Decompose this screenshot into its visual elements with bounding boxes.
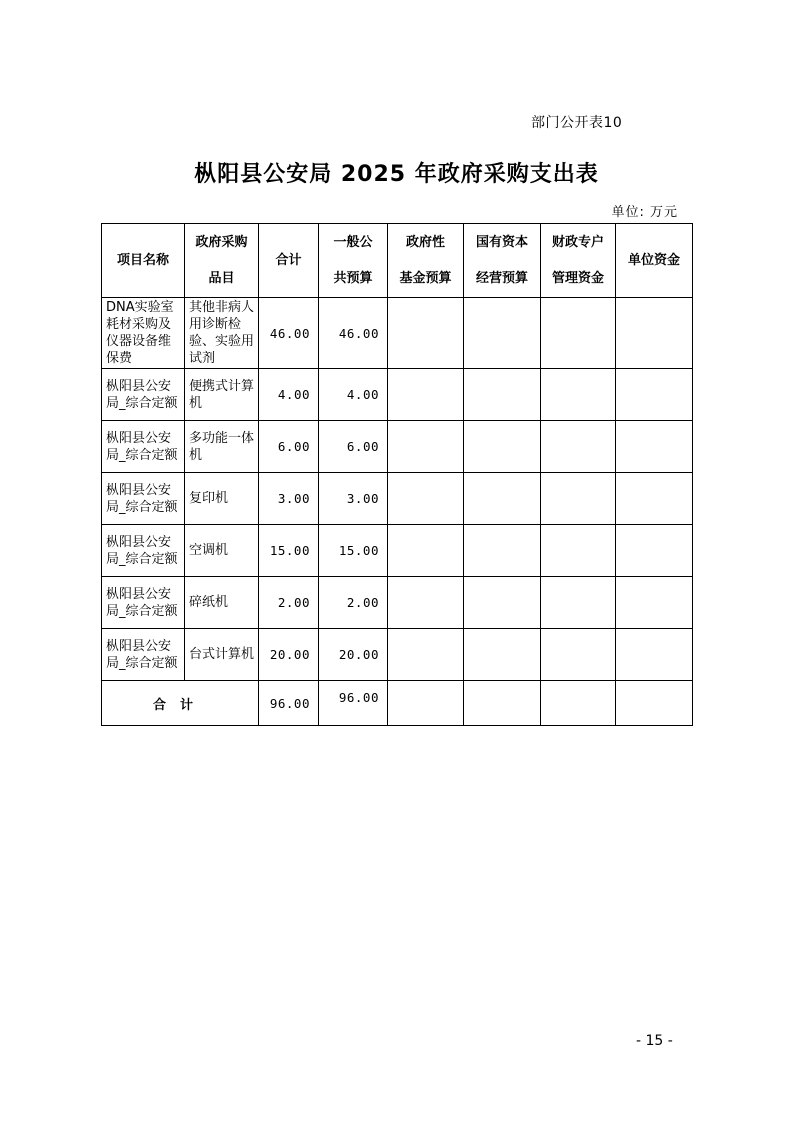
cell-unit-funds xyxy=(616,421,693,473)
form-number: 部门公开表10 xyxy=(531,115,623,131)
header-special-account xyxy=(541,224,616,298)
cell-special-account xyxy=(541,298,616,369)
cell-gov-fund xyxy=(388,473,464,525)
cell-special-account xyxy=(541,525,616,577)
cell-procurement-item: 空调机 xyxy=(185,525,259,577)
header-total: 合计 xyxy=(259,224,319,298)
cell-gov-fund xyxy=(388,525,464,577)
cell-unit-funds xyxy=(616,577,693,629)
table-row xyxy=(102,421,693,473)
cell-project-name: 枞阳县公安局_综合定额 xyxy=(102,525,185,577)
cell-total: 20.00 xyxy=(259,629,319,681)
header-procurement-item xyxy=(185,224,259,298)
cell-procurement-item: 便携式计算机 xyxy=(185,369,259,421)
cell-special-account xyxy=(541,421,616,473)
cell-state-capital xyxy=(464,629,541,681)
cell-total: 4.00 xyxy=(259,369,319,421)
header-procurement-item-line2: 品目 xyxy=(208,270,235,286)
cell-unit-funds xyxy=(616,369,693,421)
cell-gov-fund xyxy=(388,298,464,369)
cell-unit-funds xyxy=(616,629,693,681)
header-special-account-line1: 财政专户 xyxy=(551,234,604,250)
header-general-budget xyxy=(319,224,388,298)
cell-procurement-item: 多功能一体机 xyxy=(185,421,259,473)
cell-total: 3.00 xyxy=(259,473,319,525)
cell-project-name: 枞阳县公安局_综合定额 xyxy=(102,421,185,473)
cell-procurement-item: 台式计算机 xyxy=(185,629,259,681)
cell-state-capital xyxy=(464,369,541,421)
cell-general-budget: 3.00 xyxy=(319,473,388,525)
header-gov-fund-line1: 政府性 xyxy=(405,234,445,250)
total-gov-fund xyxy=(388,681,464,726)
cell-total: 2.00 xyxy=(259,577,319,629)
cell-procurement-item: 碎纸机 xyxy=(185,577,259,629)
table-row xyxy=(102,577,693,629)
cell-state-capital xyxy=(464,577,541,629)
header-state-capital-line2: 经营预算 xyxy=(475,270,528,286)
total-unit-funds xyxy=(616,681,693,726)
cell-special-account xyxy=(541,629,616,681)
cell-project-name: DNA实验室耗材采购及仪器设备维保费 xyxy=(102,298,185,369)
header-unit-funds: 单位资金 xyxy=(616,224,693,298)
cell-project-name: 枞阳县公安局_综合定额 xyxy=(102,577,185,629)
table-row xyxy=(102,629,693,681)
cell-special-account xyxy=(541,369,616,421)
table-row xyxy=(102,473,693,525)
cell-project-name: 枞阳县公安局_综合定额 xyxy=(102,629,185,681)
cell-procurement-item: 其他非病人用诊断检验、实验用试剂 xyxy=(185,298,259,369)
cell-state-capital xyxy=(464,525,541,577)
total-label: 合计 xyxy=(102,681,259,726)
total-sum: 96.00 xyxy=(259,681,319,726)
cell-project-name: 枞阳县公安局_综合定额 xyxy=(102,473,185,525)
page-title: 枞阳县公安局 2025 年政府采购支出表 xyxy=(194,162,599,187)
cell-gov-fund xyxy=(388,629,464,681)
header-general-budget-line2: 共预算 xyxy=(333,270,373,286)
cell-state-capital xyxy=(464,473,541,525)
cell-special-account xyxy=(541,473,616,525)
header-special-account-line2: 管理资金 xyxy=(551,270,604,286)
cell-state-capital xyxy=(464,298,541,369)
total-state-capital xyxy=(464,681,541,726)
cell-gov-fund xyxy=(388,369,464,421)
cell-general-budget: 20.00 xyxy=(319,629,388,681)
total-row xyxy=(102,681,693,726)
header-state-capital xyxy=(464,224,541,298)
cell-general-budget: 4.00 xyxy=(319,369,388,421)
header-project-name: 项目名称 xyxy=(102,224,185,298)
cell-total: 6.00 xyxy=(259,421,319,473)
header-state-capital-line1: 国有资本 xyxy=(475,234,528,250)
cell-state-capital xyxy=(464,421,541,473)
table-row xyxy=(102,525,693,577)
cell-gov-fund xyxy=(388,421,464,473)
header-gov-fund-line2: 基金预算 xyxy=(399,270,452,286)
cell-total: 46.00 xyxy=(259,298,319,369)
header-procurement-item-line1: 政府采购 xyxy=(195,234,248,250)
header-row xyxy=(102,224,693,298)
page-number: - 15 - xyxy=(636,1033,673,1049)
unit-label: 单位: 万元 xyxy=(611,205,678,220)
cell-procurement-item: 复印机 xyxy=(185,473,259,525)
cell-general-budget: 15.00 xyxy=(319,525,388,577)
header-general-budget-line1: 一般公 xyxy=(333,234,373,250)
cell-general-budget: 46.00 xyxy=(319,298,388,369)
cell-total: 15.00 xyxy=(259,525,319,577)
cell-special-account xyxy=(541,577,616,629)
cell-general-budget: 2.00 xyxy=(319,577,388,629)
cell-unit-funds xyxy=(616,298,693,369)
cell-project-name: 枞阳县公安局_综合定额 xyxy=(102,369,185,421)
table-row xyxy=(102,298,693,369)
total-special-account xyxy=(541,681,616,726)
cell-general-budget: 6.00 xyxy=(319,421,388,473)
table-row xyxy=(102,369,693,421)
cell-unit-funds xyxy=(616,473,693,525)
cell-unit-funds xyxy=(616,525,693,577)
header-gov-fund xyxy=(388,224,464,298)
total-general-budget: 96.00 xyxy=(319,681,388,726)
procurement-table xyxy=(101,223,693,726)
cell-gov-fund xyxy=(388,577,464,629)
